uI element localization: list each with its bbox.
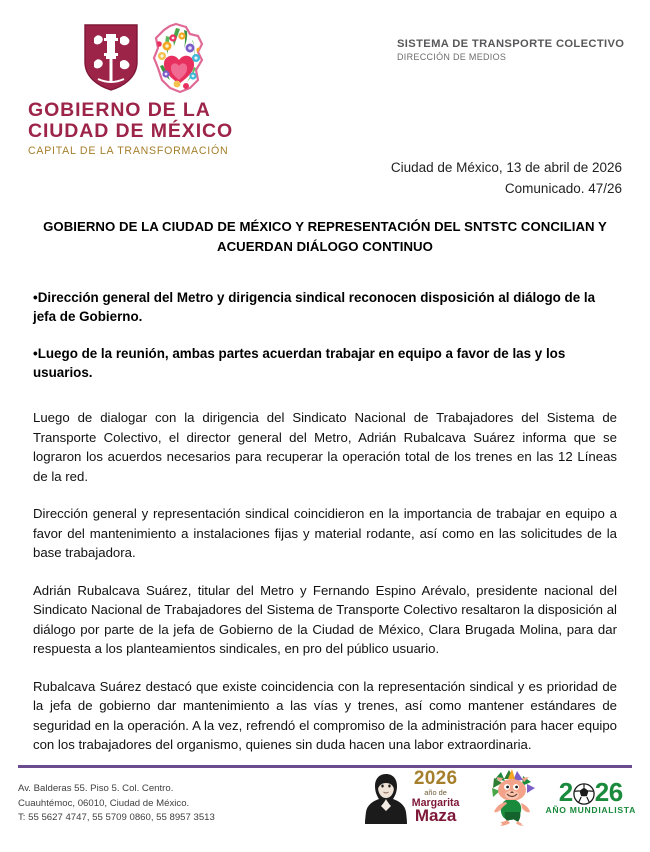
brand-title-line2: CIUDAD DE MÉXICO [28,120,234,143]
dateline-place-date: Ciudad de México, 13 de abril de 2026 [390,160,622,175]
mundial-2026-logo [479,768,636,826]
list-item [33,344,617,382]
dateline [391,158,622,200]
cdmx-coat-of-arms-icon [82,22,140,92]
key-points-list [33,288,617,382]
bullet-marker-icon: • [33,345,38,361]
brand-title [28,100,258,142]
agency-subtitle: DIRECCIÓN DE MEDIOS [397,52,507,62]
mundial-year-right: 26 [594,777,623,808]
cdmx-floral-map-icon [146,22,212,94]
address-line-2: Cuauhtémoc, 06010, Ciudad de México. [18,797,190,809]
margarita-maza-wordmark [412,769,460,824]
address-line-1: Av. Balderas 55. Piso 5. Col. Centro. [18,783,174,794]
dateline-bulletin-number: Comunicado. 47/26 [504,180,622,196]
list-item [33,288,617,326]
maza-last-name: Maza [414,806,457,826]
document-footer [0,760,650,852]
cdmx-brand-block [28,22,258,157]
body-copy [33,408,617,755]
paragraph: Adrián Rubalcava Suárez, titular del Metro y Fernando Espino Arévalo, presidente nacional del Sindicato Nacional de Trabajadores del Sistema de Transporte Colectivo resaltaron la disposición al diálogo por parte de la jefa de Gobierno de la Ciudad de México, Clara Brugada Molina, para dar respuesta a los planteamientos sindicales, en pro del público usuario. [33,582,617,657]
mundial-year [545,777,636,808]
mundial-wordmark [545,779,636,815]
brand-subtitle: CAPITAL DE LA TRANSFORMACIÓN [28,145,229,158]
agency-block [397,38,624,62]
mundial-subtitle: AÑO MUNDIALISTA [545,805,636,816]
list-item-text: Dirección general del Metro y dirigencia sindical reconocen disposición al diálogo de la jefa de Gobierno. [33,289,596,324]
page-title: GOBIERNO DE LA CIUDAD DE MÉXICO Y REPRESENTACIÓN DEL SNTSTC CONCILIAN Y ACUERDAN DIÁLOGO CONTINUO [43,219,607,255]
list-item-text: Luego de la reunión, ambas partes acuerdan trabajar en equipo a favor de las y los usuarios. [33,345,566,380]
brand-emblems [36,22,258,94]
mundial-year-left: 2 [558,777,573,808]
brand-title-line1: GOBIERNO DE LA [28,99,211,121]
bullet-marker-icon: • [33,289,38,305]
jaguar-mascot-icon [479,768,541,826]
maza-anio-de-label: año de [424,788,447,798]
maza-year: 2026 [413,768,458,790]
agency-title: SISTEMA DE TRANSPORTE COLECTIVO [397,38,625,50]
soccer-ball-icon [573,779,595,805]
address-phone-line: T: 55 5627 4747, 55 5709 0860, 55 8957 3513 [18,812,215,824]
footer-address [18,782,215,826]
document-header [0,0,650,196]
paragraph: Luego de dialogar con la dirigencia del Sindicato Nacional de Trabajadores del Sistema de Transporte Colectivo, el director general del Metro, Adrián Rubalcava Suárez informa que se lograron los acuerdos necesarios para recuperar la operación total de los trenes en las 12 Líneas de la red. [33,410,617,484]
footer-logos [365,768,636,826]
paragraph: Rubalcava Suárez destacó que existe coincidencia con la representación sindical y es prioridad de la jefa de gobierno dar mantenimiento a las vías y trenes, así como mantener estándares de seguridad en la operación. A la vez, refrendó el compromiso de la administración para hacer equipo con los trabajadores del organismo, quienes sin duda hacen una labor extraordinaria. [33,678,617,753]
maza-first-name: Margarita [411,796,460,809]
margarita-maza-logo [365,769,460,824]
margarita-maza-portrait-icon [365,770,407,824]
paragraph: Dirección general y representación sindical coincidieron en la importancia de trabajar en equipo a favor del mantenimiento a instalaciones fijas y material rodante, así como en las solicitudes de la base trabajadora. [33,506,617,561]
